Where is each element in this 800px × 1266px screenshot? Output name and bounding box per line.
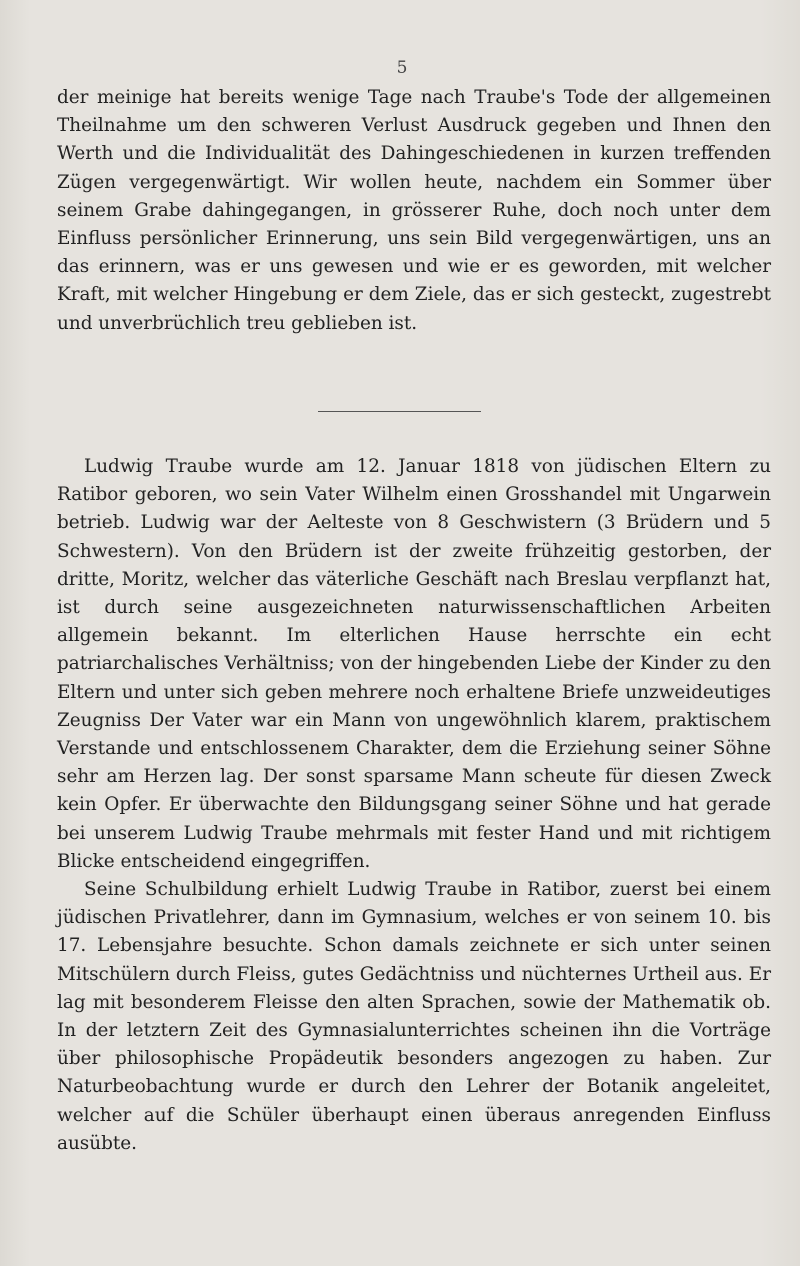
biography-section xyxy=(57,453,771,1158)
section-divider xyxy=(318,411,481,412)
intro-paragraph: der meinige hat bereits wenige Tage nach Traube's Tode der allgemeinen Theilnahme um den schweren Verlust Ausdruck gegeben und Ihnen den Werth und die Individualität des Dahingeschiedenen in kurzen treffenden Zügen vergegenwärtigt. Wir wollen heute, nachdem ein Sommer über seinem Grabe dahingegangen, in grösserer Ruhe, doch noch unter dem Einfluss persönlicher Erinnerung, uns sein Bild vergegenwärtigen, uns an das erinnern, was er uns gewesen und wie er es geworden, mit welcher Kraft, mit welcher Hingebung er dem Ziele, das er sich gesteckt, zugestrebt und unverbrüchlich treu geblieben ist. xyxy=(57,87,771,334)
intro-section xyxy=(57,84,771,338)
page-number: 5 xyxy=(396,58,408,78)
biography-paragraph-2: Seine Schulbildung erhielt Ludwig Traube in Ratibor, zuerst bei einem jüdischen Privatlehrer, dann im Gymnasium, welches er von seinem 10. bis 17. Lebensjahre besuchte. Schon damals zeichnete er sich unter seinen Mitschülern durch Fleiss, gutes Gedächtniss und nüchternes Urtheil aus. Er lag mit besonderem Fleisse den alten Sprachen, sowie der Mathematik ob. In der letztern Zeit des Gymnasialunterrichtes scheinen ihn die Vorträge über philosophische Propädeutik besonders angezogen zu haben. Zur Naturbeobachtung wurde er durch den Lehrer der Botanik angeleitet, welcher auf die Schüler überhaupt einen überaus anregenden Einfluss ausübte. xyxy=(57,879,771,1154)
biography-paragraph-1: Ludwig Traube wurde am 12. Januar 1818 von jüdischen Eltern zu Ratibor geboren, wo sein Vater Wilhelm einen Grosshandel mit Ungarwein betrieb. Ludwig war der Aelteste von 8 Geschwistern (3 Brüdern und 5 Schwestern). Von den Brüdern ist der zweite frühzeitig gestorben, der dritte, Moritz, welcher das väterliche Geschäft nach Breslau verpflanzt hat, ist durch seine ausgezeichneten naturwissenschaftlichen Arbeiten allgemein bekannt. Im elterlichen Hause herrschte ein echt patriarchalisches Verhältniss; von der hingebenden Liebe der Kinder zu den Eltern und unter sich geben mehrere noch erhaltene Briefe unzweideutiges Zeugniss Der Vater war ein Mann von ungewöhnlich klarem, praktischem Verstande und entschlossenem Charakter, dem die Erziehung seiner Söhne sehr am Herzen lag. Der sonst sparsame Mann scheute für diesen Zweck kein Opfer. Er überwachte den Bildungsgang seiner Söhne und hat gerade bei unserem Ludwig Traube mehrmals mit fester Hand und mit richtigem Blicke entscheidend eingegriffen. xyxy=(57,456,771,872)
